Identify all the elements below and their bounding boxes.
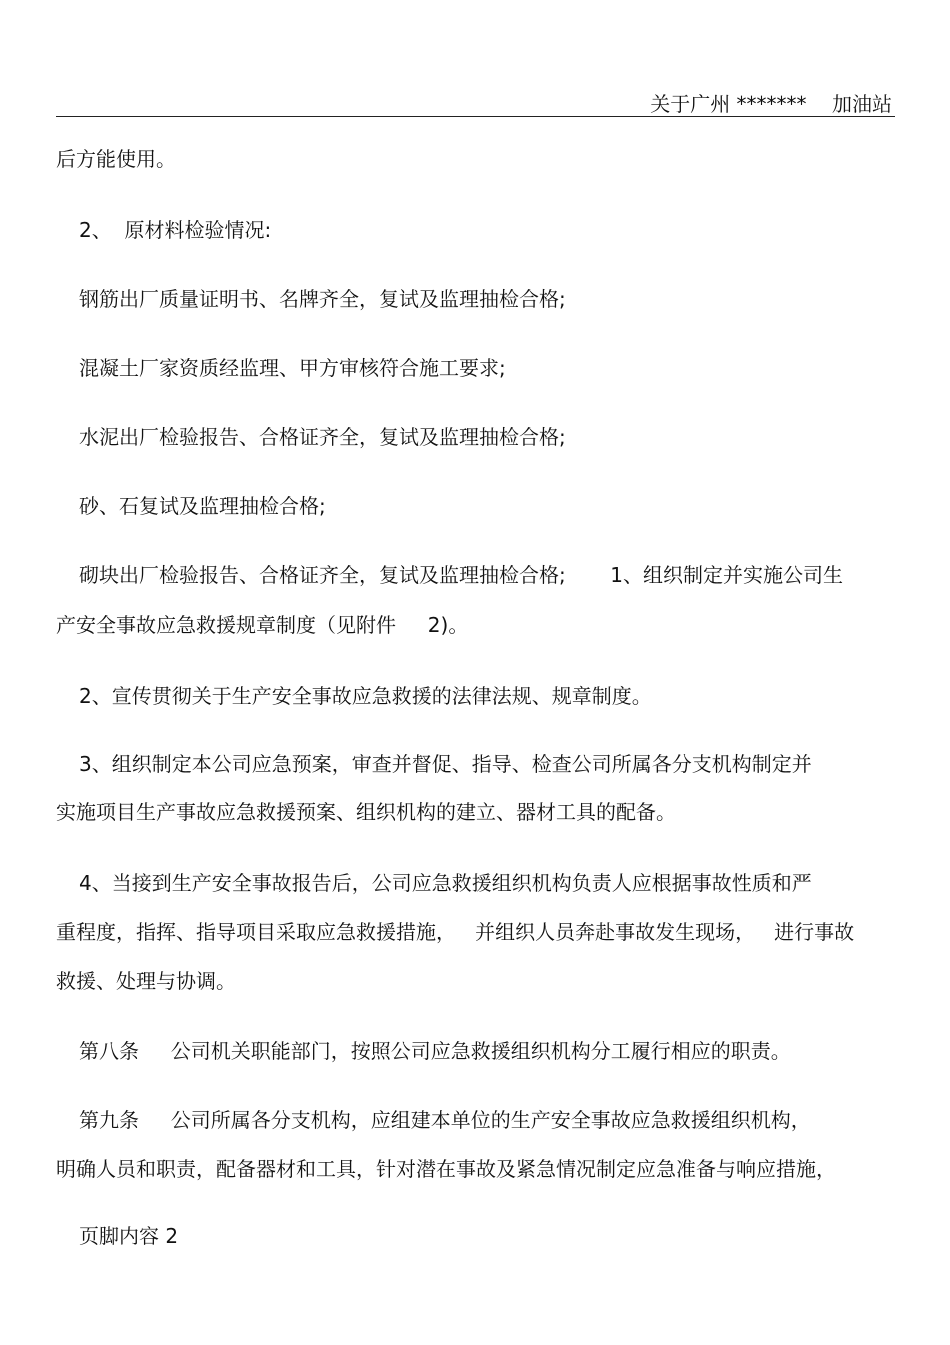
paragraph-line: 钢筋出厂质量证明书、名牌齐全，复试及监理抽检合格;	[79, 287, 566, 311]
paragraph-line: 产安全事故应急救援规章制度（见附件 2)。	[56, 613, 469, 637]
header-divider	[56, 116, 895, 117]
paragraph-line: 救援、处理与协调。	[56, 969, 236, 993]
paragraph-line: 3、组织制定本公司应急预案，审查并督促、指导、检查公司所属各分支机构制定并	[79, 752, 812, 776]
paragraph-line: 实施项目生产事故应急救援预案、组织机构的建立、器材工具的配备。	[56, 800, 676, 824]
paragraph-line: 水泥出厂检验报告、合格证齐全，复试及监理抽检合格;	[79, 425, 566, 449]
section-heading: 2、 原材料检验情况:	[79, 218, 272, 242]
paragraph-line: 后方能使用。	[56, 147, 176, 171]
paragraph-line: 砂、石复试及监理抽检合格;	[79, 494, 326, 518]
paragraph-line: 混凝土厂家资质经监理、甲方审核符合施工要求;	[79, 356, 506, 380]
paragraph-line: 明确人员和职责，配备器材和工具，针对潜在事故及紧急情况制定应急准备与响应措施，	[56, 1157, 836, 1181]
page-footer: 页脚内容 2	[79, 1224, 179, 1248]
article-paragraph: 第九条 公司所属各分支机构，应组建本单位的生产安全事故应急救援组织机构，	[79, 1108, 811, 1132]
paragraph-line: 砌块出厂检验报告、合格证齐全，复试及监理抽检合格; 1、组织制定并实施公司生	[79, 563, 843, 587]
paragraph-line: 重程度，指挥、指导项目采取应急救援措施， 并组织人员奔赴事故发生现场， 进行事故	[56, 920, 855, 944]
paragraph-line: 4、当接到生产安全事故报告后，公司应急救援组织机构负责人应根据事故性质和严	[79, 871, 812, 895]
page-header: 关于广州 ******* 加油站	[650, 92, 892, 116]
article-paragraph: 第八条 公司机关职能部门，按照公司应急救援组织机构分工履行相应的职责。	[79, 1039, 791, 1063]
paragraph-line: 2、宣传贯彻关于生产安全事故应急救援的法律法规、规章制度。	[79, 684, 652, 708]
